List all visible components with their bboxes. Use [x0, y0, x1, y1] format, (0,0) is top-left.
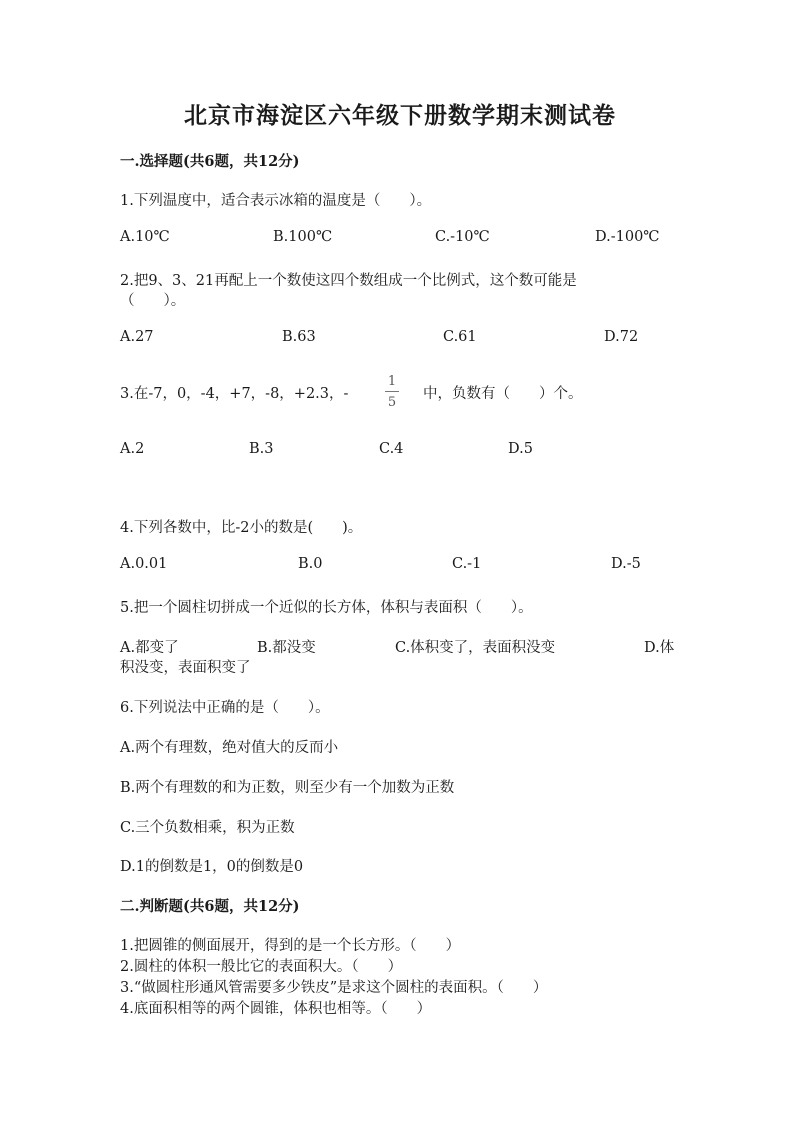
- question-1-option-c: C.-10℃: [435, 229, 490, 245]
- judgment-item-2: 2.圆柱的体积一般比它的表面积大。（ ）: [120, 959, 403, 975]
- question-6-option-d: D.1的倒数是1，0的倒数是0: [120, 859, 304, 875]
- fraction-numerator: 1: [385, 375, 399, 392]
- question-3-option-d: D.5: [508, 441, 533, 457]
- question-5-option-b: B.都没变: [257, 640, 316, 656]
- section-heading-judgment: 二.判断题(共6题，共12分): [120, 898, 300, 915]
- question-6-option-b: B.两个有理数的和为正数，则至少有一个加数为正数: [120, 780, 455, 796]
- question-3-stem-start: 3.在-7，0，-4，+7，-8，+2.3，-: [120, 386, 349, 402]
- fraction-denominator: 5: [387, 395, 397, 410]
- question-5-stem: 5.把一个圆柱切拼成一个近似的长方体，体积与表面积（ ）。: [120, 600, 533, 616]
- page-title: 北京市海淀区六年级下册数学期末测试卷: [184, 102, 616, 129]
- question-4-option-c: C.-1: [452, 556, 482, 572]
- question-1-option-a: A.10℃: [120, 229, 170, 245]
- judgment-item-1: 1.把圆锥的侧面展开，得到的是一个长方形。（ ）: [120, 938, 461, 954]
- question-2-stem-line1: 2.把9、3、21再配上一个数使这四个数组成一个比例式，这个数可能是: [120, 273, 577, 289]
- fraction-one-fifth: [385, 375, 399, 409]
- question-1-stem: 1.下列温度中，适合表示冰箱的温度是（ ）。: [120, 193, 432, 209]
- question-4-option-d: D.-5: [611, 556, 641, 572]
- section-heading-choice: 一.选择题(共6题，共12分): [120, 153, 300, 170]
- question-3-option-b: B.3: [249, 441, 274, 457]
- question-1-option-b: B.100℃: [273, 229, 333, 245]
- question-2-option-a: A.27: [120, 329, 154, 345]
- question-6-option-c: C.三个负数相乘，积为正数: [120, 820, 295, 836]
- question-3-option-c: C.4: [379, 441, 404, 457]
- question-4-option-b: B.0: [298, 556, 323, 572]
- question-5-option-a: A.都变了: [120, 640, 179, 656]
- judgment-item-3: 3.“做圆柱形通风管需要多少铁皮”是求这个圆柱的表面积。（ ）: [120, 980, 548, 996]
- judgment-item-4: 4.底面积相等的两个圆锥，体积也相等。（ ）: [120, 1001, 432, 1017]
- question-2-option-b: B.63: [282, 329, 316, 345]
- question-4-option-a: A.0.01: [120, 556, 168, 572]
- question-5-option-d-line2: 积没变，表面积变了: [120, 660, 251, 676]
- question-2-option-c: C.61: [443, 329, 477, 345]
- question-2-option-d: D.72: [604, 329, 639, 345]
- question-3-stem-end: 中，负数有（ ）个。: [423, 386, 583, 402]
- question-1-option-d: D.-100℃: [595, 229, 660, 245]
- question-5-option-d-line1: D.体: [644, 640, 675, 656]
- question-3-option-a: A.2: [120, 441, 145, 457]
- question-5-option-c: C.体积变了，表面积没变: [395, 640, 556, 656]
- question-6-stem: 6.下列说法中正确的是（ ）。: [120, 700, 330, 716]
- question-4-stem: 4.下列各数中，比-2小的数是( )。: [120, 520, 363, 536]
- question-6-option-a: A.两个有理数，绝对值大的反而小: [120, 740, 339, 756]
- question-2-stem-line2: （ ）。: [120, 293, 186, 309]
